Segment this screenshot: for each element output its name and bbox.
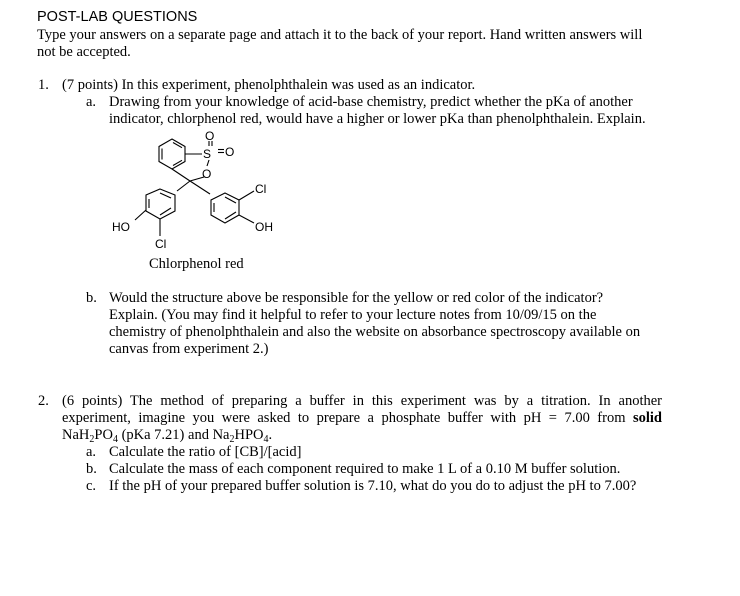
question-1-text: (7 points) In this experiment, phenolphthalein was used as an indicator.: [62, 77, 476, 93]
instructions-line-2: not be accepted.: [37, 44, 131, 60]
question-1b-line-2: Explain. (You may find it helpful to refer to your lecture notes from 10/09/15 on the: [109, 307, 597, 323]
atom-hydroxyl-left: HO: [112, 220, 130, 234]
question-1a-marker: a.: [86, 94, 97, 110]
atom-sulfur: S: [203, 147, 212, 161]
question-2-line-2: [62, 410, 662, 427]
formula-sub-2: 2: [89, 434, 95, 445]
formula-hpo: HPO: [234, 427, 264, 443]
formula-nah: NaH: [62, 427, 90, 443]
atom-hydroxyl-right: OH: [255, 220, 273, 234]
question-2b-marker: b.: [86, 461, 97, 477]
question-2-text: [62, 393, 662, 444]
question-2c-text: If the pH of your prepared buffer solution is 7.10, what do you do to adjust the pH to 7.00?: [109, 478, 637, 494]
question-1b-line-3: chemistry of phenolphthalein and also the website on absorbance spectroscopy available on: [109, 324, 641, 340]
formula-sub-2b: 2: [229, 434, 235, 445]
question-1b-line-4: canvas from experiment 2.): [109, 341, 269, 357]
question-2-line-3: [62, 427, 662, 444]
question-1b-marker: b.: [86, 290, 97, 306]
question-1a-line-2: indicator, chlorphenol red, would have a higher or lower pKa than phenolphthalein. Explain.: [109, 111, 646, 127]
formula-po: PO: [94, 427, 113, 443]
question-1b-text: [109, 290, 709, 358]
question-1-number: 1.: [38, 77, 49, 93]
formula-sub-4b: 4: [263, 434, 269, 445]
chlorphenol-red-structure: [100, 126, 300, 250]
formula-sub-4: 4: [112, 434, 118, 445]
question-2b-text: Calculate the mass of each component required to make 1 L of a 0.10 M buffer solution.: [109, 461, 621, 477]
benzene-ring-top: [159, 139, 185, 169]
question-2-number: 2.: [38, 393, 49, 409]
page-heading: POST-LAB QUESTIONS: [37, 9, 198, 25]
structure-caption: Chlorphenol red: [149, 256, 244, 272]
question-1b-line-1: Would the structure above be responsible for the yellow or red color of the indicator?: [109, 290, 604, 306]
atom-chlorine-bottom: Cl: [155, 237, 167, 250]
atom-oxygen-right: O: [225, 145, 235, 159]
atom-oxygen-top: O: [205, 129, 215, 143]
atom-chlorine-top: Cl: [255, 182, 267, 196]
question-2a-marker: a.: [86, 444, 97, 460]
instructions-line-1: Type your answers on a separate page and attach it to the back of your report. Hand written answers will: [37, 27, 643, 43]
question-2a-text: Calculate the ratio of [CB]/[acid]: [109, 444, 302, 460]
question-2-solid-emphasis: solid: [632, 410, 662, 426]
question-1a-text: [109, 94, 709, 128]
instructions: [37, 27, 677, 61]
question-2c-marker: c.: [86, 478, 97, 494]
question-1a-line-1: Drawing from your knowledge of acid-base chemistry, predict whether the pKa of another: [109, 94, 633, 110]
atom-oxygen-ring: O: [202, 167, 212, 181]
question-2-line-1: (6 points) The method of preparing a buffer in this experiment was by a titration. In another: [62, 393, 662, 409]
question-2-line-2-text: experiment, imagine you were asked to prepare a phosphate buffer with pH = 7.00 from: [62, 410, 626, 426]
formula-end: .: [268, 427, 273, 443]
formula-pka-text: (pKa 7.21) and Na: [117, 427, 230, 443]
